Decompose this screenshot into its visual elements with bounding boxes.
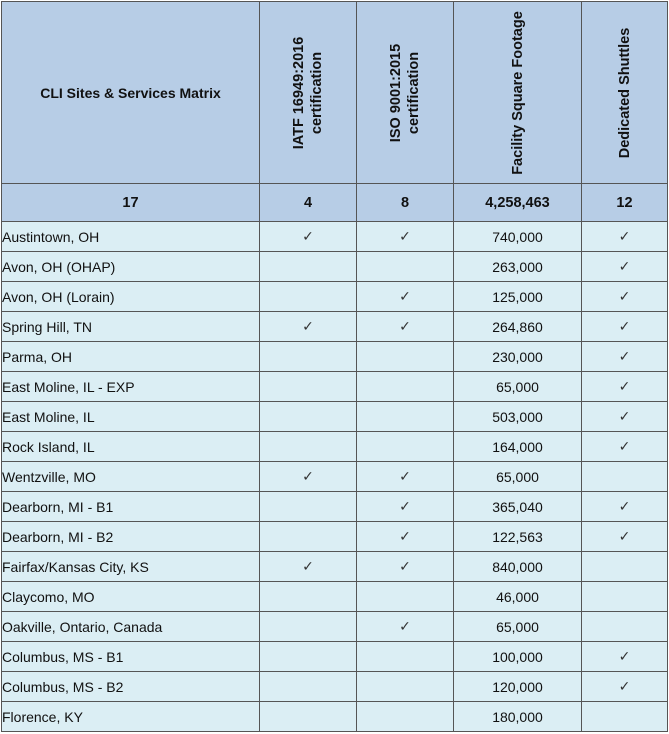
iatf-cell [260, 252, 357, 282]
total-iatf: 4 [260, 184, 357, 222]
table-title: CLI Sites & Services Matrix [2, 2, 260, 184]
table-row [2, 492, 668, 522]
site-name: Avon, OH (Lorain) [2, 282, 260, 312]
site-name: Spring Hill, TN [2, 312, 260, 342]
iatf-cell [260, 522, 357, 552]
checkmark-icon: ✓ [618, 348, 631, 364]
table-row [2, 672, 668, 702]
iso-cell [357, 222, 454, 252]
checkmark-icon: ✓ [618, 498, 631, 514]
table-row [2, 402, 668, 432]
header-row [2, 2, 668, 184]
iatf-cell [260, 702, 357, 732]
shuttle-cell [582, 372, 668, 402]
shuttle-cell [582, 252, 668, 282]
shuttle-cell [582, 582, 668, 612]
site-name: Columbus, MS - B2 [2, 672, 260, 702]
iso-cell [357, 312, 454, 342]
checkmark-icon: ✓ [399, 468, 411, 484]
iatf-cell [260, 612, 357, 642]
table-row [2, 612, 668, 642]
iatf-cell [260, 432, 357, 462]
checkmark-icon: ✓ [302, 468, 314, 484]
table-row [2, 342, 668, 372]
site-name: Avon, OH (OHAP) [2, 252, 260, 282]
site-name: Rock Island, IL [2, 432, 260, 462]
site-name: Wentzville, MO [2, 462, 260, 492]
iatf-cell [260, 672, 357, 702]
column-header-iatf-label: IATF 16949:2016 certification [291, 36, 325, 149]
shuttle-cell [582, 492, 668, 522]
iso-cell [357, 702, 454, 732]
table-row [2, 702, 668, 732]
checkmark-icon: ✓ [618, 408, 631, 424]
shuttle-cell [582, 432, 668, 462]
checkmark-icon: ✓ [618, 528, 631, 544]
iso-cell [357, 402, 454, 432]
square-footage: 46,000 [454, 582, 582, 612]
square-footage: 164,000 [454, 432, 582, 462]
shuttle-cell [582, 312, 668, 342]
square-footage: 120,000 [454, 672, 582, 702]
square-footage: 230,000 [454, 342, 582, 372]
table-row [2, 312, 668, 342]
checkmark-icon: ✓ [618, 438, 631, 454]
checkmark-icon: ✓ [399, 498, 411, 514]
iatf-cell [260, 342, 357, 372]
square-footage: 365,040 [454, 492, 582, 522]
site-name: East Moline, IL [2, 402, 260, 432]
iatf-cell [260, 282, 357, 312]
sites-services-matrix [1, 1, 668, 732]
iso-cell [357, 492, 454, 522]
table-row [2, 282, 668, 312]
checkmark-icon: ✓ [302, 318, 314, 334]
site-name: Florence, KY [2, 702, 260, 732]
column-header-iso [357, 2, 454, 184]
iatf-cell [260, 642, 357, 672]
table-row [2, 642, 668, 672]
iso-cell [357, 642, 454, 672]
site-name: Fairfax/Kansas City, KS [2, 552, 260, 582]
iatf-cell [260, 462, 357, 492]
site-name: Parma, OH [2, 342, 260, 372]
checkmark-icon: ✓ [399, 558, 411, 574]
checkmark-icon: ✓ [399, 618, 411, 634]
shuttle-cell [582, 612, 668, 642]
checkmark-icon: ✓ [399, 228, 411, 244]
square-footage: 65,000 [454, 372, 582, 402]
table-row [2, 372, 668, 402]
iatf-cell [260, 402, 357, 432]
shuttle-cell [582, 462, 668, 492]
column-header-shuttles [582, 2, 668, 184]
table-row [2, 252, 668, 282]
shuttle-cell [582, 702, 668, 732]
site-name: Columbus, MS - B1 [2, 642, 260, 672]
column-header-iso-label: ISO 9001:2015 certification [388, 43, 422, 142]
square-footage: 264,860 [454, 312, 582, 342]
iso-cell [357, 582, 454, 612]
site-name: Claycomo, MO [2, 582, 260, 612]
iatf-cell [260, 492, 357, 522]
checkmark-icon: ✓ [399, 288, 411, 304]
column-header-sqft-label: Facility Square Footage [509, 10, 526, 175]
checkmark-icon: ✓ [618, 648, 631, 664]
checkmark-icon: ✓ [618, 678, 631, 694]
square-footage: 180,000 [454, 702, 582, 732]
checkmark-icon: ✓ [302, 558, 314, 574]
iso-cell [357, 342, 454, 372]
shuttle-cell [582, 552, 668, 582]
checkmark-icon: ✓ [618, 228, 631, 244]
shuttle-cell [582, 522, 668, 552]
site-name: Dearborn, MI - B2 [2, 522, 260, 552]
iatf-cell [260, 582, 357, 612]
shuttle-cell [582, 282, 668, 312]
shuttle-cell [582, 672, 668, 702]
iso-cell [357, 612, 454, 642]
site-name: Dearborn, MI - B1 [2, 492, 260, 522]
shuttle-cell [582, 642, 668, 672]
square-footage: 840,000 [454, 552, 582, 582]
column-header-shuttles-label: Dedicated Shuttles [616, 27, 633, 158]
checkmark-icon: ✓ [302, 228, 314, 244]
iso-cell [357, 522, 454, 552]
iatf-cell [260, 222, 357, 252]
iso-cell [357, 462, 454, 492]
checkmark-icon: ✓ [399, 528, 411, 544]
table-row [2, 222, 668, 252]
total-sqft: 4,258,463 [454, 184, 582, 222]
square-footage: 125,000 [454, 282, 582, 312]
iso-cell [357, 282, 454, 312]
iso-cell [357, 252, 454, 282]
iso-cell [357, 552, 454, 582]
table-row [2, 522, 668, 552]
shuttle-cell [582, 342, 668, 372]
column-header-iatf [260, 2, 357, 184]
square-footage: 65,000 [454, 462, 582, 492]
square-footage: 263,000 [454, 252, 582, 282]
total-sites: 17 [2, 184, 260, 222]
totals-row [2, 184, 668, 222]
square-footage: 503,000 [454, 402, 582, 432]
shuttle-cell [582, 402, 668, 432]
square-footage: 65,000 [454, 612, 582, 642]
site-name: East Moline, IL - EXP [2, 372, 260, 402]
table-row [2, 432, 668, 462]
table-row [2, 582, 668, 612]
checkmark-icon: ✓ [618, 288, 631, 304]
table-row [2, 462, 668, 492]
iatf-cell [260, 552, 357, 582]
iatf-cell [260, 312, 357, 342]
iso-cell [357, 372, 454, 402]
total-iso: 8 [357, 184, 454, 222]
total-shuttles: 12 [582, 184, 668, 222]
iatf-cell [260, 372, 357, 402]
square-footage: 122,563 [454, 522, 582, 552]
checkmark-icon: ✓ [618, 378, 631, 394]
iso-cell [357, 432, 454, 462]
site-name: Oakville, Ontario, Canada [2, 612, 260, 642]
site-name: Austintown, OH [2, 222, 260, 252]
table-row [2, 552, 668, 582]
square-footage: 100,000 [454, 642, 582, 672]
shuttle-cell [582, 222, 668, 252]
checkmark-icon: ✓ [399, 318, 411, 334]
iso-cell [357, 672, 454, 702]
checkmark-icon: ✓ [618, 258, 631, 274]
column-header-sqft [454, 2, 582, 184]
checkmark-icon: ✓ [618, 318, 631, 334]
square-footage: 740,000 [454, 222, 582, 252]
